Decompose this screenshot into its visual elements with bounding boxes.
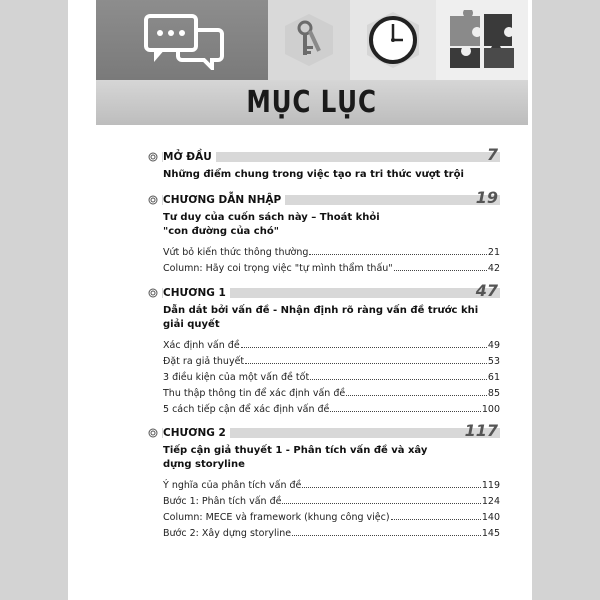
- spiral-bullet-icon: [148, 152, 158, 162]
- toc-entry[interactable]: [163, 354, 500, 370]
- entry-page: 53: [487, 356, 500, 367]
- toc-entry[interactable]: [163, 370, 500, 386]
- entry-title: Column: MECE và framework (khung công việc): [163, 512, 390, 523]
- subtitle-line: Tư duy của cuốn sách này – Thoát khỏi: [163, 212, 380, 223]
- entry-title: Thu thập thông tin để xác định vấn đề: [163, 388, 346, 399]
- entry-title: Bước 1: Phân tích vấn đề: [163, 496, 282, 507]
- toc-section-chapter-2: [148, 421, 500, 542]
- entry-title: Vứt bỏ kiến thức thông thường: [163, 247, 309, 258]
- section-page-number: 19: [475, 188, 498, 207]
- toc-entry[interactable]: [163, 261, 500, 277]
- dot-leader: [292, 526, 481, 536]
- left-margin: [0, 0, 68, 600]
- entry-page: 119: [481, 480, 500, 491]
- dot-leader: [245, 354, 487, 364]
- toc-entry[interactable]: [163, 386, 500, 402]
- section-page-number: 7: [486, 145, 498, 164]
- spiral-bullet-icon: [148, 428, 158, 438]
- section-title: MỞ ĐẦU: [163, 150, 216, 164]
- section-title: CHƯƠNG DẪN NHẬP: [163, 193, 285, 207]
- entry-title: Ý nghĩa của phân tích vấn đề: [163, 480, 302, 491]
- dot-leader: [346, 386, 487, 396]
- entry-title: Đặt ra giả thuyết: [163, 356, 245, 367]
- entry-page: 49: [487, 340, 500, 351]
- entry-title: 3 điều kiện của một vấn đề tốt: [163, 372, 310, 383]
- entry-page: 140: [481, 512, 500, 523]
- entry-page: 100: [481, 404, 500, 415]
- section-title: CHƯƠNG 2: [163, 426, 230, 440]
- section-header: [148, 188, 500, 209]
- toc-entry[interactable]: [163, 338, 500, 354]
- section-header: [148, 145, 500, 166]
- header-icon-strip: [96, 0, 528, 80]
- toc-entry[interactable]: [163, 402, 500, 418]
- entry-title: Xác định vấn đề: [163, 340, 240, 351]
- dot-leader: [241, 338, 487, 348]
- dot-leader: [310, 370, 487, 380]
- dot-leader: [330, 402, 480, 412]
- entry-page: 124: [481, 496, 500, 507]
- puzzle-icon: [436, 0, 528, 80]
- section-subtitle: [163, 304, 500, 332]
- entry-page: 42: [487, 263, 500, 274]
- entry-page: 61: [487, 372, 500, 383]
- entry-page: 21: [487, 247, 500, 258]
- entry-title: 5 cách tiếp cận để xác định vấn đề: [163, 404, 330, 415]
- section-page-number: 117: [464, 421, 498, 440]
- spiral-bullet-icon: [148, 288, 158, 298]
- dot-leader: [391, 510, 481, 520]
- entry-list: [163, 338, 500, 418]
- dot-leader: [282, 494, 480, 504]
- toc-entry[interactable]: [163, 510, 500, 526]
- dot-leader: [309, 245, 486, 255]
- book-page: [88, 0, 520, 600]
- section-page-number: 47: [475, 281, 498, 300]
- subtitle-line: Những điểm chung trong việc tạo ra tri thức vượt trội: [163, 169, 464, 180]
- toc-entry[interactable]: [163, 245, 500, 261]
- section-title: CHƯƠNG 1: [163, 286, 230, 300]
- clock-icon: [350, 0, 436, 80]
- keys-icon: [268, 0, 350, 80]
- entry-list: [163, 478, 500, 542]
- dot-leader: [394, 261, 487, 271]
- entry-title: Bước 2: Xây dựng storyline: [163, 528, 292, 539]
- entry-list: [163, 245, 500, 277]
- toc-section-intro-chapter: [148, 188, 500, 277]
- chat-bubbles-icon: [96, 0, 268, 80]
- subtitle-line: "con đường của chó": [163, 226, 279, 237]
- subtitle-line: dựng storyline: [163, 459, 245, 470]
- toc-entry[interactable]: [163, 526, 500, 542]
- toc-entry[interactable]: [163, 494, 500, 510]
- spiral-bullet-icon: [148, 195, 158, 205]
- section-header: [148, 281, 500, 302]
- entry-title: Column: Hãy coi trọng việc "tự mình thẩm thấu": [163, 263, 393, 274]
- subtitle-line: giải quyết: [163, 319, 220, 330]
- section-subtitle: [163, 168, 500, 182]
- dot-leader: [302, 478, 480, 488]
- entry-page: 85: [487, 388, 500, 399]
- section-header: [148, 421, 500, 442]
- toc-section-chapter-1: [148, 281, 500, 418]
- right-margin: [532, 0, 600, 600]
- section-subtitle: [163, 211, 500, 239]
- toc-section-intro: [148, 145, 500, 182]
- section-subtitle: [163, 444, 500, 472]
- subtitle-line: Dẫn dắt bởi vấn đề - Nhận định rõ ràng vấn đề trước khi: [163, 305, 479, 316]
- title-bar: [96, 80, 528, 125]
- entry-page: 145: [481, 528, 500, 539]
- toc-entry[interactable]: [163, 478, 500, 494]
- subtitle-line: Tiếp cận giả thuyết 1 - Phân tích vấn đề và xây: [163, 445, 428, 456]
- page-title: MỤC LỤC: [246, 85, 378, 120]
